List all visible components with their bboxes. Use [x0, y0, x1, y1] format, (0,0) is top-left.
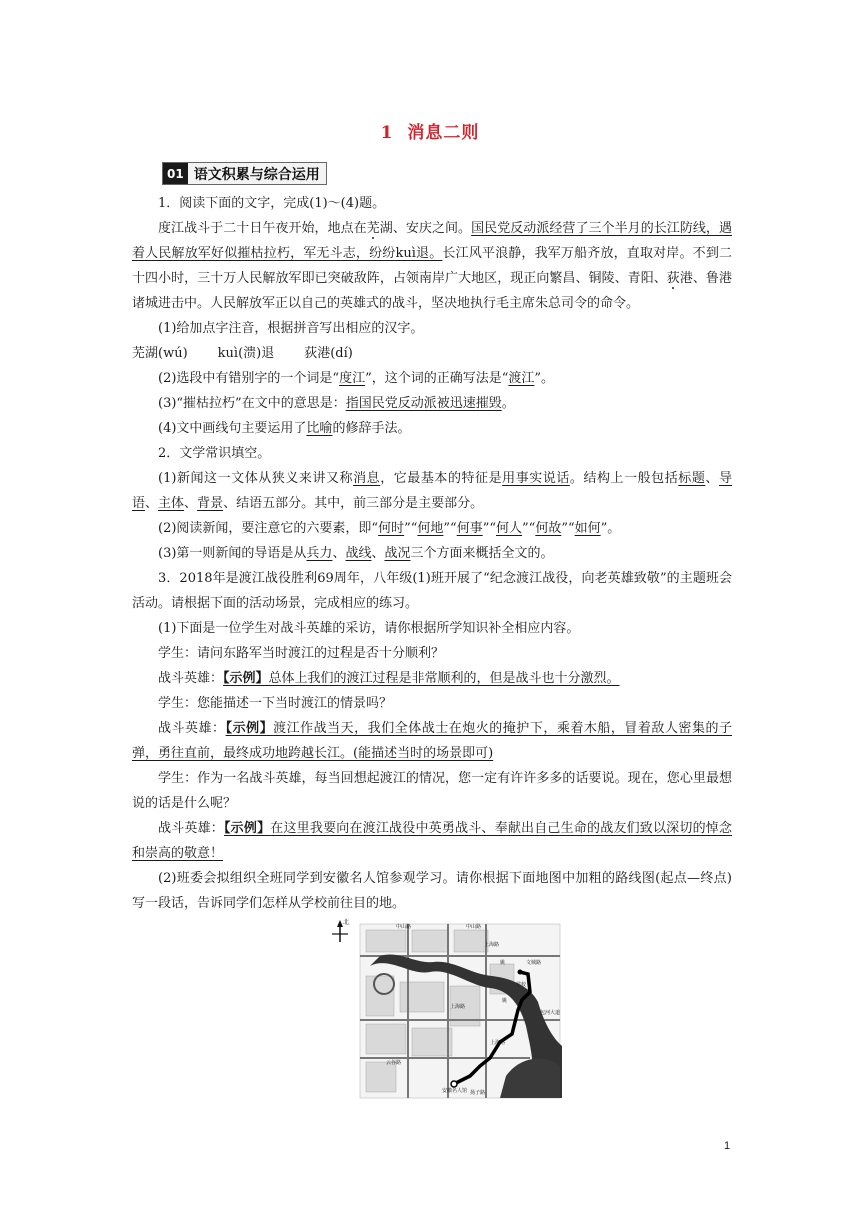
dialog-hero-2: 战斗英雄：【示例】渡江作战当天，我们全体战士在炮火的掩护下，乘着木船，冒着敌人密集的子弹，勇往直前，最终成功地跨越长江。(能描述当时的场景即可) [132, 721, 732, 761]
map-label: 扬子路 [470, 1090, 486, 1096]
q1-sub1: (1)给加点字注音，根据拼音写出相应的汉字。 [158, 321, 424, 336]
answer: 指国民党反动派被迅速摧毁 [345, 396, 502, 411]
map-label: 上海路 [450, 1004, 466, 1010]
map-label: 安徽名人馆 [442, 1088, 468, 1094]
page-number: 1 [724, 1140, 731, 1152]
section-label: 语文积累与综合运用 [193, 166, 320, 183]
map-label: 上海路 [484, 942, 500, 948]
map-label: 包河大道 [540, 1010, 561, 1016]
map-label: 上海路 [490, 1040, 506, 1046]
section-number: 01 [163, 163, 188, 184]
north-label: 北 [343, 919, 350, 926]
end-point [451, 1081, 457, 1087]
q3-sub1: (1)下面是一位学生对战斗英雄的采访，请你根据所学知识补全相应内容。 [158, 621, 580, 636]
route-map [330, 916, 566, 1100]
map-label: 云谷路 [386, 1060, 402, 1066]
answer: 度江 [339, 371, 366, 386]
q1-sub3: (3)“摧枯拉朽”在文中的意思是：指国民党反动派被迅速摧毁。 [158, 396, 515, 411]
answer: 渡江 [508, 371, 535, 386]
section-badge [162, 162, 327, 185]
map-label: 学校 [516, 982, 527, 988]
q3-stem: 3．2018年是渡江战役胜利69周年，八年级(1)班开展了“纪念渡江战役，向老英雄致敬”的主题班会活动。请根据下面的活动场景，完成相应的练习。 [132, 571, 732, 611]
map-label: 姚 [502, 998, 508, 1004]
start-point [518, 970, 523, 975]
answer: 比喻 [306, 421, 333, 436]
q1-sub2: (2)选段中有错别字的一个词是“度江”，这个词的正确写法是“渡江”。 [158, 371, 555, 386]
q1-passage: 度江战斗于二十日午夜开始，地点在芜湖、安庆之间。国民党反动派经营了三个半月的长江防线，遇着人民解放军好似摧枯拉朽，军无斗志，纷纷kuì退。长江风平浪静，我军万船齐放，直取对岸。不到二十四小时，三十万人民解放军即已突破敌阵，占领南岸广大地区，现正向繁昌、铜陵、青阳、荻港、鲁港诸城进击中。人民解放军正以自己的英雄式的战斗，坚决地执行毛主席朱总司令的命令。 [132, 221, 732, 311]
page-title [0, 118, 860, 143]
q1-sub4: (4)文中画线句主要运用了比喻的修辞手法。 [158, 421, 411, 436]
dotted-char: 芜 [366, 221, 380, 236]
q2-sub1: (1)新闻这一文体从狭义来讲又称消息，它最基本的特征是用事实说话。结构上一般包括标题、导语、主体、背景、结语五部分。其中，前三部分是主要部分。 [132, 471, 732, 511]
dialog-hero-3: 战斗英雄：【示例】在这里我要向在渡江战役中英勇战斗、奉献出自己生命的战友们致以深切的悼念和崇高的敬意！ [132, 821, 732, 861]
title-text: 消息二则 [407, 123, 480, 143]
dialog-hero-1: 战斗英雄：【示例】总体上我们的渡江过程是非常顺利的，但是战斗也十分激烈。 [158, 671, 620, 686]
dialog-student-3: 学生：作为一名战斗英雄，每当回想起渡江的情况，您一定有许许多多的话要说。现在，您心里最想说的话是什么呢？ [132, 771, 732, 811]
dialog-student-1: 学生：请问东路军当时渡江的过程是否十分顺利？ [158, 646, 445, 661]
q3-sub2: (2)班委会拟组织全班同学到安徽名人馆参观学习。请你根据下面地图中加粗的路线图(起点—终点)写一段话，告诉同学们怎样从学校前往目的地。 [132, 871, 732, 911]
map-label: 文城路 [526, 960, 542, 966]
map-label: 姚 [500, 960, 506, 966]
map-label: 中山路 [396, 924, 412, 930]
q2-sub3: (3)第一则新闻的导语是从兵力、战线、战况三个方面来概括全文的。 [158, 546, 554, 561]
dotted-char: 荻 [666, 271, 680, 286]
map-label: 中山路 [466, 924, 482, 930]
underlined-sentence: 国民党反动派经营了三个半月的长江防线，遇着人民解放军好似摧枯拉朽，军无斗志，纷纷kuì退。 [132, 221, 732, 261]
content-body [132, 191, 732, 916]
q2-sub2: (2)阅读新闻，要注意它的六要素，即“何时”“何地”“何事”“何人”“何故”“如何”。 [158, 521, 621, 536]
dialog-student-2: 学生：您能描述一下当时渡江的情景吗？ [158, 696, 393, 711]
q1-stem: 1．阅读下面的文字，完成(1)～(4)题。 [158, 196, 386, 211]
q2-stem: 2．文学常识填空。 [158, 446, 271, 461]
q1-sub1-answers: 芜湖(wú) kuì(溃)退 荻港(dí) [132, 346, 353, 361]
title-number: 1 [380, 123, 394, 143]
